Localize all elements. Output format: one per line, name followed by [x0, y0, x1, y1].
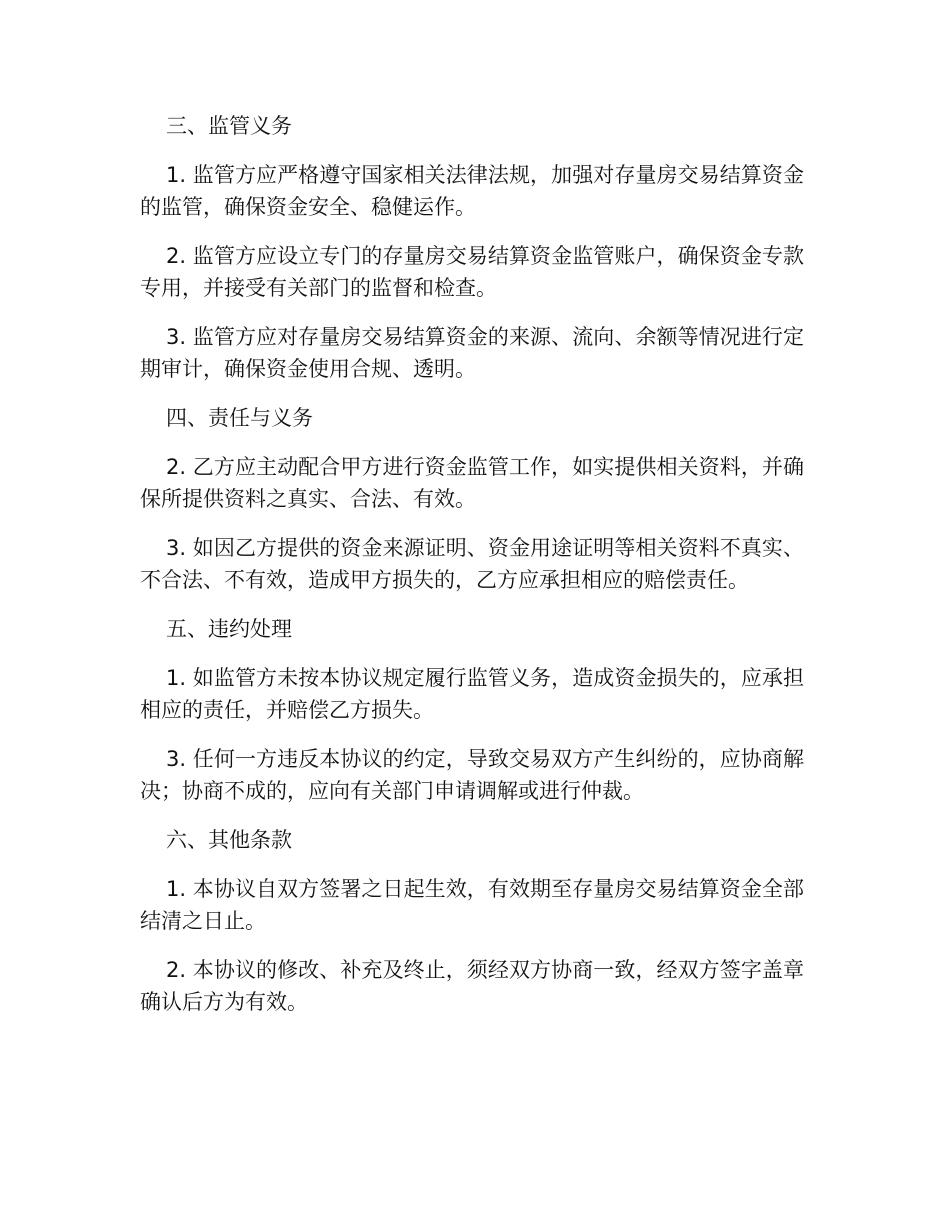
section-heading: 四、责任与义务 — [166, 406, 313, 430]
section-heading: 三、监管义务 — [166, 114, 292, 138]
paragraph: 3. 如因乙方提供的资金来源证明、资金用途证明等相关资料不真实、不合法、不有效，造成甲方损失的，乙方应承担相应的赔偿责任。 — [140, 536, 804, 592]
document-page — [140, 110, 804, 1035]
paragraph: 1. 监管方应严格遵守国家相关法律法规，加强对存量房交易结算资金的监管，确保资金安全、稳健运作。 — [140, 163, 804, 219]
paragraph: 2. 本协议的修改、补充及终止，须经双方协商一致，经双方签字盖章确认后方为有效。 — [140, 958, 804, 1014]
paragraph: 2. 乙方应主动配合甲方进行资金监管工作，如实提供相关资料，并确保所提供资料之真实、合法、有效。 — [140, 455, 804, 511]
paragraph: 2. 监管方应设立专门的存量房交易结算资金监管账户，确保资金专款专用，并接受有关部门的监督和检查。 — [140, 244, 804, 300]
section-supervision-duties — [140, 110, 804, 385]
section-breach-handling — [140, 613, 804, 807]
paragraph: 1. 本协议自双方签署之日起生效，有效期至存量房交易结算资金全部结清之日止。 — [140, 877, 804, 933]
paragraph: 3. 监管方应对存量房交易结算资金的来源、流向、余额等情况进行定期审计，确保资金使用合规、透明。 — [140, 325, 804, 381]
section-responsibilities — [140, 402, 804, 596]
section-other-terms — [140, 824, 804, 1018]
section-heading: 五、违约处理 — [166, 617, 292, 641]
section-heading: 六、其他条款 — [166, 828, 292, 852]
paragraph: 1. 如监管方未按本协议规定履行监管义务，造成资金损失的，应承担相应的责任，并赔偿乙方损失。 — [140, 666, 804, 722]
paragraph: 3. 任何一方违反本协议的约定，导致交易双方产生纠纷的，应协商解决；协商不成的，应向有关部门申请调解或进行仲裁。 — [140, 747, 804, 803]
